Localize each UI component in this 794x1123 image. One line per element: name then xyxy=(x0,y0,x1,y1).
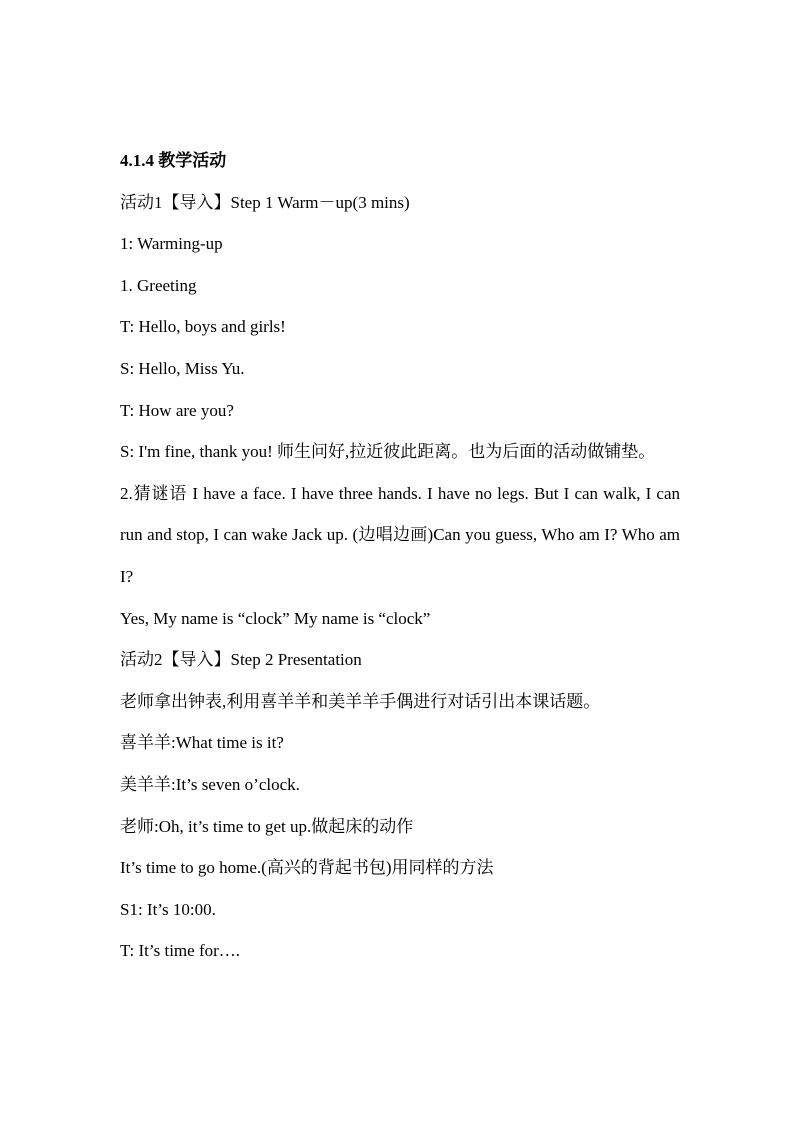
dialogue-line: 喜羊羊:What time is it? xyxy=(120,733,284,753)
presentation-description: 老师拿出钟表,利用喜羊羊和美羊羊手偶进行对话引出本课话题。 xyxy=(120,691,601,711)
dialogue-line: S: Hello, Miss Yu. xyxy=(120,358,245,378)
activity-2-title: 活动2【导入】Step 2 Presentation xyxy=(120,650,362,670)
dialogue-line: It’s time to go home.(高兴的背起书包)用同样的方法 xyxy=(120,858,494,878)
dialogue-line: 老师:Oh, it’s time to get up.做起床的动作 xyxy=(120,816,414,836)
section-heading: 4.1.4 教学活动 xyxy=(120,151,227,170)
dialogue-line: 美羊羊:It’s seven o’clock. xyxy=(120,774,300,794)
dialogue-line: T: Hello, boys and girls! xyxy=(120,317,286,337)
greeting-label: 1. Greeting xyxy=(120,275,197,295)
dialogue-line: T: How are you? xyxy=(120,400,234,420)
document-body xyxy=(120,140,680,972)
dialogue-line: T: It’s time for…. xyxy=(120,941,241,961)
activity-1-title: 活动1【导入】Step 1 Warm－up(3 mins) xyxy=(120,192,410,212)
clock-answer-line: Yes, My name is “clock” My name is “clock” xyxy=(120,608,431,628)
dialogue-line: S1: It’s 10:00. xyxy=(120,899,216,919)
warming-up-label: 1: Warming-up xyxy=(120,234,223,254)
dialogue-paragraph: S: I'm fine, thank you! 师生问好,拉近彼此距离。也为后面的活动做铺垫。 xyxy=(120,442,656,462)
riddle-paragraph: 2.猜谜语 I have a face. I have three hands. I have no legs. But I can walk, I can run and stop, I can wake Jack up. (边唱边画)Can you guess, Who am I? Who am I? xyxy=(120,483,680,586)
